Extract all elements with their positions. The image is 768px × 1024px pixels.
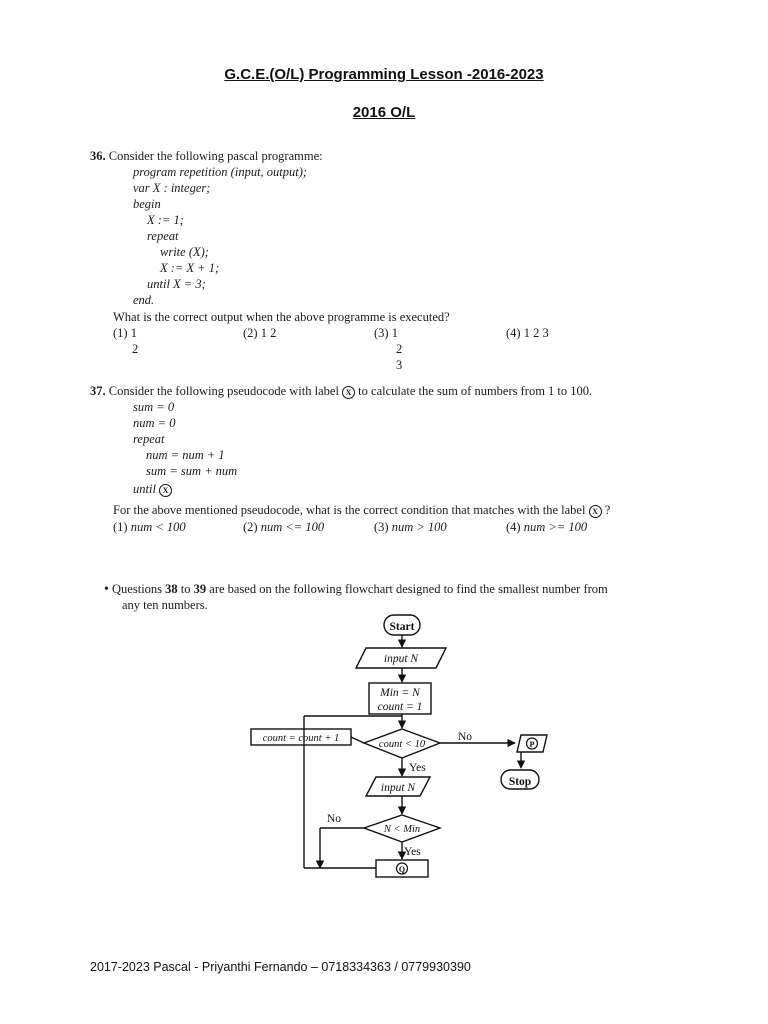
question-text-end: ? [604,503,611,517]
question-stem: Consider the following pascal programme: [108,149,323,163]
code-line: end. [133,293,155,307]
code-line: var X : integer; [133,181,211,195]
increment-label: count = count + 1 [262,733,340,744]
question-number: 37. [90,384,106,398]
loop-condition-label: count < 10 [378,739,426,750]
option-1: (1) num < 100 [113,520,186,534]
code-line: sum = sum + num [146,464,238,478]
no-label-1: No [458,731,473,743]
question-number: 36. [90,149,106,163]
yes-label-1: Yes [409,762,426,774]
stop-label: Stop [508,776,532,788]
bullet: • [104,582,109,597]
code-line: repeat [147,229,179,243]
output-p-marker [527,738,538,749]
yes-label-2: Yes [404,846,421,858]
init-label-2: count = 1 [377,701,423,713]
code-line: X := X + 1; [160,261,220,275]
code-line: X := 1; [147,213,184,227]
option-3-line3: 3 [396,358,403,372]
input-label-2: input N [380,782,416,794]
option-2: (2) 1 2 [243,326,277,340]
code-line: program repetition (input, output); [133,165,308,179]
compare-condition-label: N < Min [383,824,421,835]
code-line: num = 0 [133,416,176,430]
label-x-marker: X [589,505,602,518]
question-stem: Consider the following pseudocode with label [108,384,339,398]
code-line: until X = 3; [147,277,206,291]
process-q-marker [397,863,408,874]
svg-text:P: P [529,740,535,749]
input-label: input N [383,653,419,665]
option-3: (3) 1 [374,326,398,340]
option-3-line2: 2 [396,342,403,356]
option-3: (3) num > 100 [374,520,447,534]
code-line: repeat [133,432,165,446]
code-line: write (X); [160,245,209,259]
option-1: (1) 1 [113,326,137,340]
option-1-line2: 2 [132,342,139,356]
code-line: num = num + 1 [146,448,225,462]
option-4: (4) num >= 100 [506,520,588,534]
question-stem-end: to calculate the sum of numbers from 1 to 100. [358,384,593,398]
code-line: sum = 0 [133,400,175,414]
question-text: For the above mentioned pseudocode, what is the correct condition that matches with the label [113,503,586,517]
label-x-marker: X [342,386,355,399]
option-4: (4) 1 2 3 [506,326,549,340]
question-text: What is the correct output when the above programme is executed? [113,310,450,324]
svg-text:Q: Q [398,865,406,874]
init-label-1: Min = N [380,687,420,699]
label-x-marker: X [159,484,172,497]
code-line: until [133,482,156,496]
code-line: begin [133,197,161,211]
page-title: G.C.E.(O/L) Programming Lesson -2016-2023 [224,66,544,83]
no-label-2: No [327,813,342,825]
page-subtitle: 2016 O/L [352,104,416,121]
start-label: Start [389,621,415,633]
footer: 2017-2023 Pascal - Priyanthi Fernando – 0718334363 / 0779930390 [90,960,471,974]
option-2: (2) num <= 100 [243,520,325,534]
